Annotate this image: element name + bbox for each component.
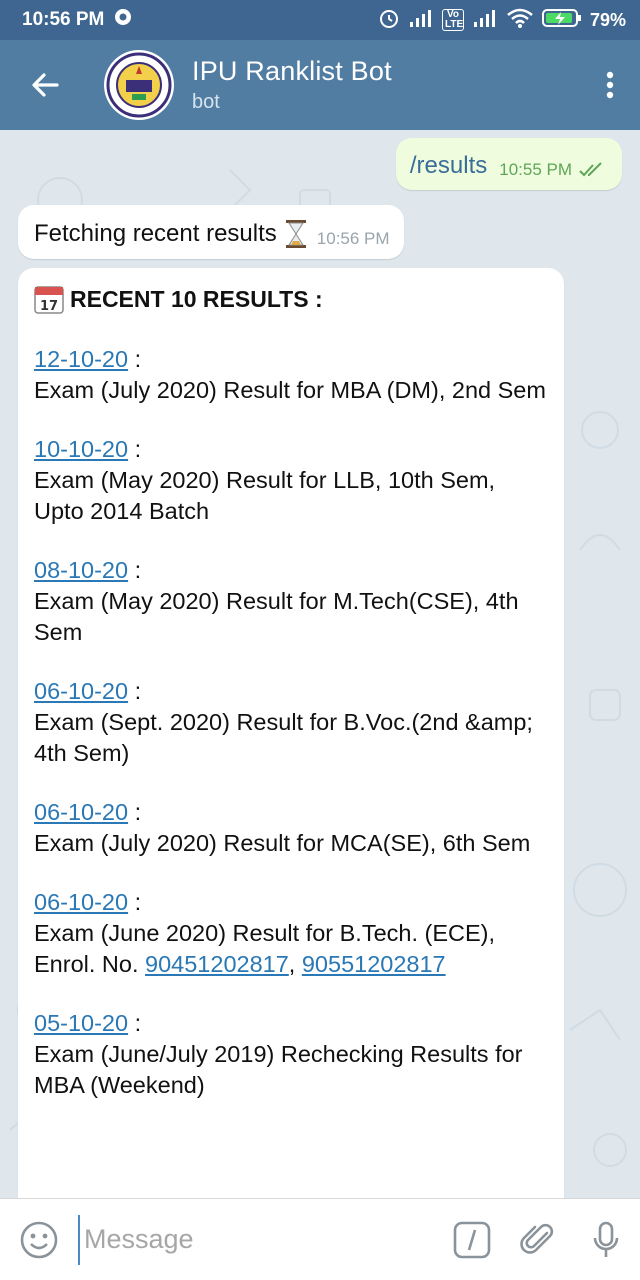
result-text: Exam (July 2020) Result for MBA (DM), 2nd Sem [34,377,546,403]
result-entry: 06-10-20 : Exam (June 2020) Result for B.Tech. (ECE), Enrol. No. 90451202817, 90551202817 [34,887,548,980]
enrollment-number-link[interactable]: 90451202817 [145,951,289,977]
notification-icon [114,8,132,32]
result-entry: 10-10-20 : Exam (May 2020) Result for LLB, 10th Sem, Upto 2014 Batch [34,434,548,527]
result-entry: 08-10-20 : Exam (May 2020) Result for M.Tech(CSE), 4th Sem [34,555,548,648]
results-heading: RECENT 10 RESULTS : [70,285,323,312]
result-date-link[interactable]: 12-10-20 [34,346,129,372]
enrollment-number-link[interactable]: 90551202817 [301,951,446,977]
outgoing-message-text[interactable]: /results [409,152,488,179]
emoji-button[interactable] [0,1199,78,1280]
result-text: Exam (May 2020) Result for LLB, 10th Sem, Upto 2014 Batch [34,467,496,524]
voice-record-button[interactable] [573,1199,640,1280]
hourglass-icon [285,219,307,249]
bot-avatar[interactable] [104,50,174,120]
svg-text:17: 17 [39,299,59,314]
volte-icon: Vo LTE [442,9,464,31]
signal-icon [408,8,434,33]
university-logo-icon [106,52,172,118]
result-text-prefix: Exam (June 2020) Result for B.Tech. (ECE), Enrol. No. [34,920,496,977]
alarm-icon [378,7,400,34]
result-date-link[interactable]: 06-10-20 [34,799,129,825]
outgoing-message[interactable] [396,138,622,190]
result-text: Exam (June/July 2019) Rechecking Results for MBA (Weekend) [34,1041,523,1098]
result-text: Exam (May 2020) Result for M.Tech(CSE), 4th Sem [34,588,519,645]
chat-header [0,40,640,130]
fetching-message[interactable] [18,205,404,259]
result-date-link[interactable]: 06-10-20 [34,678,129,704]
wifi-icon [506,7,534,34]
results-message[interactable] [18,268,564,1198]
outgoing-message-time: 10:55 PM [499,160,572,179]
result-text: Exam (July 2020) Result for MCA(SE), 6th Sem [34,830,531,856]
bot-commands-button[interactable] [438,1199,505,1280]
back-arrow-icon [30,70,60,100]
more-options-button[interactable] [580,40,640,130]
result-entry: 06-10-20 : Exam (Sept. 2020) Result for B.Voc.(2nd &amp; 4th Sem) [34,676,548,769]
message-input[interactable] [78,1215,438,1265]
result-date-link[interactable]: 08-10-20 [34,557,129,583]
kebab-menu-icon [605,70,615,100]
result-date-link[interactable]: 05-10-20 [34,1010,129,1036]
emoji-icon [19,1220,59,1260]
signal-icon-2 [472,8,498,33]
result-entry: 12-10-20 : Exam (July 2020) Result for MBA (DM), 2nd Sem [34,344,548,406]
back-button[interactable] [0,40,90,130]
chat-title: IPU Ranklist Bot [192,56,392,86]
paperclip-icon [520,1221,558,1259]
battery-percent: 79% [589,9,626,30]
result-text: Exam (June 2020) Result for B.Tech. (ECE), Enrol. No. 90451202817, 90551202817 [34,920,496,977]
status-bar [0,0,640,40]
calendar-icon [34,284,64,314]
result-entry: 05-10-20 : Exam (June/July 2019) Rechecking Results for MBA (Weekend) [34,1008,548,1101]
double-check-icon [578,162,604,178]
result-text: Exam (Sept. 2020) Result for B.Voc.(2nd &amp; 4th Sem) [34,709,533,766]
fetching-message-text: Fetching recent results [34,220,277,247]
slash-command-icon [453,1221,491,1259]
result-date-link[interactable]: 10-10-20 [34,436,129,462]
chat-area[interactable] [0,130,640,1198]
chat-subtitle: bot [192,91,220,113]
message-composer [0,1198,640,1280]
attach-button[interactable] [505,1199,572,1280]
fetching-message-time: 10:56 PM [316,229,390,248]
result-date-link[interactable]: 06-10-20 [34,889,129,915]
status-time: 10:56 PM [22,9,105,30]
result-entry: 06-10-20 : Exam (July 2020) Result for MCA(SE), 6th Sem [34,797,548,859]
battery-icon [542,8,582,33]
microphone-icon [591,1220,621,1260]
